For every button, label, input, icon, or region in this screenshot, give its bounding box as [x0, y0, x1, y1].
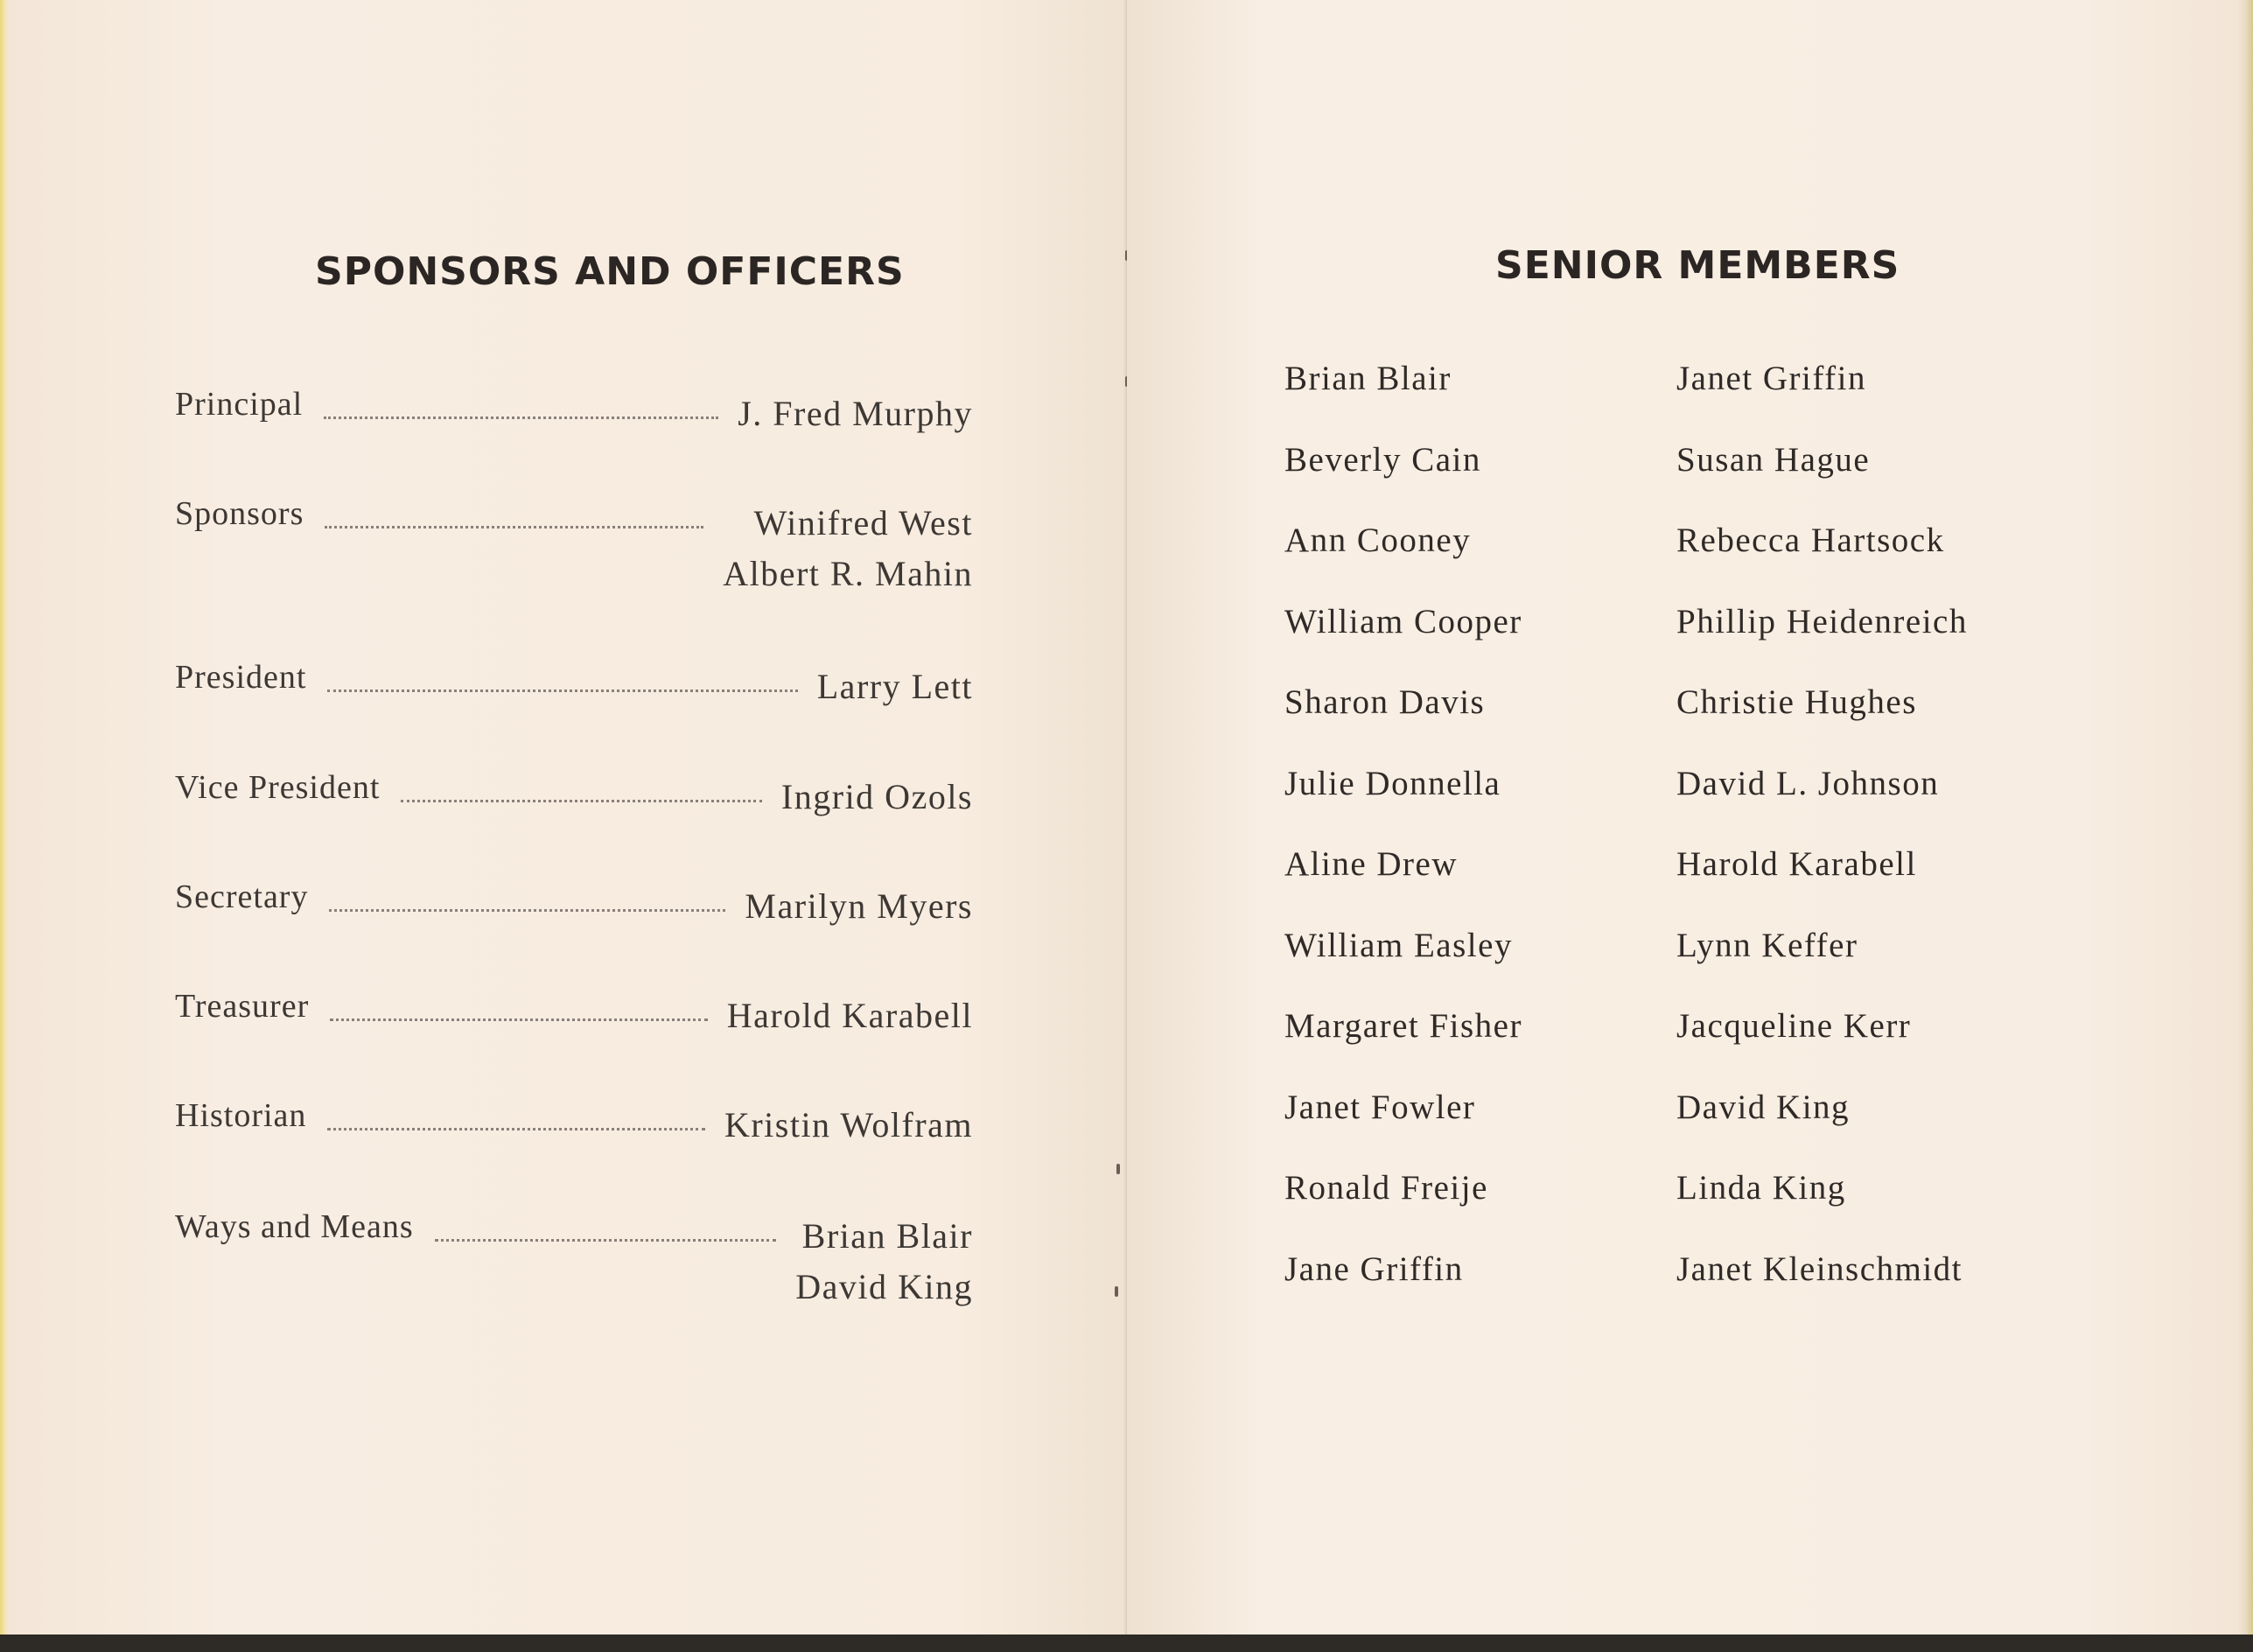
background-surface: [0, 1634, 2253, 1652]
member-name: Phillip Heidenreich: [1676, 602, 1968, 640]
dotted-leader: [401, 800, 762, 802]
officer-name: Larry Lett: [816, 667, 973, 706]
dotted-leader: [324, 416, 718, 419]
officer-names: [817, 662, 973, 712]
officer-names: [745, 881, 973, 932]
officer-row: [175, 1208, 980, 1306]
member-name: Jacqueline Kerr: [1676, 1007, 1912, 1045]
officer-name: J. Fred Murphy: [738, 394, 973, 433]
member-name: Brian Blair: [1284, 360, 1452, 397]
member-name: Julie Donnella: [1284, 764, 1501, 802]
member-name: Jane Griffin: [1284, 1250, 1464, 1288]
officer-role: Sponsors: [175, 495, 304, 532]
member-name: Ronald Freije: [1284, 1169, 1488, 1207]
member-name: William Easley: [1284, 926, 1513, 964]
left-page-edge: [0, 0, 9, 1636]
right-page: [1127, 0, 2253, 1636]
dotted-leader: [327, 690, 798, 692]
officer-name: Kristin Wolfram: [724, 1105, 973, 1144]
member-name: David L. Johnson: [1676, 764, 1940, 802]
member-name: Linda King: [1676, 1169, 1846, 1207]
senior-members-title: SENIOR MEMBERS: [1495, 243, 1900, 288]
officer-name: Albert R. Mahin: [723, 554, 973, 593]
dotted-leader: [435, 1239, 776, 1242]
officer-role: Vice President: [175, 769, 381, 806]
dotted-leader: [330, 1018, 708, 1021]
officer-names: [795, 1211, 973, 1312]
officer-names: [738, 388, 973, 439]
officer-row: [175, 494, 980, 593]
officer-names: [723, 498, 973, 599]
dotted-leader: [329, 909, 725, 912]
member-name: Lynn Keffer: [1676, 926, 1858, 964]
member-name: Harold Karabell: [1676, 845, 1917, 883]
member-name: Ann Cooney: [1284, 522, 1472, 559]
members-column-1: [1284, 359, 1522, 1330]
officer-role: Principal: [175, 386, 304, 423]
staple-mark: [1115, 1286, 1118, 1297]
member-name: Sharon Davis: [1284, 683, 1486, 721]
left-page: [0, 0, 1127, 1636]
staple-mark: [1116, 1164, 1120, 1174]
officer-role: Secretary: [175, 878, 309, 915]
officer-role: Historian: [175, 1097, 307, 1134]
officer-row: [175, 1096, 980, 1149]
member-name: Rebecca Hartsock: [1676, 522, 1945, 559]
officer-name: Brian Blair: [801, 1216, 973, 1256]
officer-row: [175, 658, 980, 710]
member-name: Susan Hague: [1676, 440, 1871, 479]
officer-row: [175, 987, 980, 1040]
member-name: Beverly Cain: [1284, 440, 1481, 479]
officer-row: [175, 385, 980, 438]
member-name: William Cooper: [1284, 602, 1522, 640]
member-name: Margaret Fisher: [1284, 1007, 1522, 1045]
right-page-edge: [2237, 0, 2253, 1636]
member-name: Aline Drew: [1284, 845, 1459, 883]
officer-name: Harold Karabell: [726, 996, 973, 1035]
officer-name: David King: [795, 1267, 973, 1306]
officer-row: [175, 878, 980, 930]
member-name: Janet Griffin: [1676, 360, 1866, 397]
members-column-2: [1676, 359, 1968, 1330]
officer-role: President: [175, 659, 307, 696]
officer-names: [781, 772, 973, 822]
officer-name: Winifred West: [753, 503, 973, 542]
officer-name: Ingrid Ozols: [780, 777, 973, 816]
officer-role: Ways and Means: [175, 1208, 414, 1245]
member-name: Christie Hughes: [1676, 683, 1917, 721]
officer-role: Treasurer: [175, 988, 310, 1025]
member-name: Janet Fowler: [1284, 1088, 1476, 1126]
officer-name: Marilyn Myers: [745, 886, 973, 926]
dotted-leader: [327, 1128, 705, 1130]
sponsors-officers-title: SPONSORS AND OFFICERS: [315, 249, 905, 294]
officer-names: [727, 990, 973, 1041]
dotted-leader: [325, 526, 703, 528]
officer-names: [724, 1100, 973, 1151]
officer-row: [175, 768, 980, 821]
member-name: David King: [1676, 1088, 1851, 1126]
member-name: Janet Kleinschmidt: [1676, 1250, 1963, 1288]
